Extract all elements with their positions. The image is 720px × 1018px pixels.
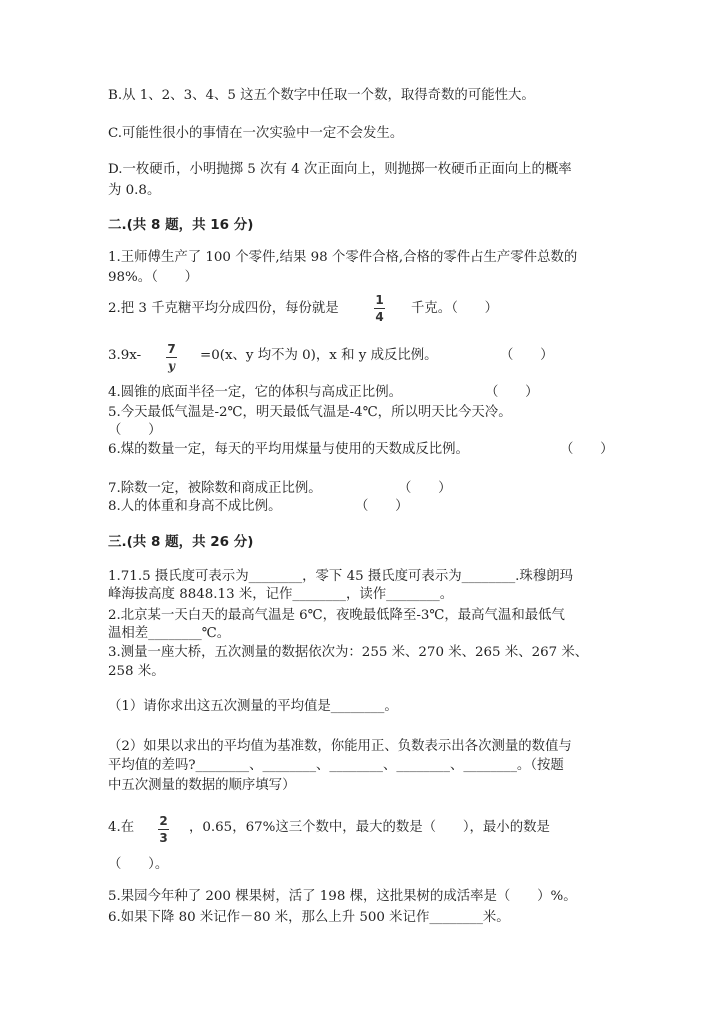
s2-q2-fraction: [374, 293, 385, 324]
fraction-denominator: 4: [375, 310, 384, 324]
s3-q5-text: 5.果园今年种了 200 棵果树，活了 198 棵，这批果树的成活率是（ ）%。: [108, 889, 577, 904]
s3-q6-text: 6.如果下降 80 米记作－80 米，那么上升 500 米记作________米。: [108, 910, 510, 925]
s3-q4-text: ，0.65，67%这三个数中，最大的数是（ ），最小的数是: [189, 820, 550, 835]
s2-q6-text: 6.煤的数量一定，每天的平均用煤量与使用的天数成反比例。: [108, 442, 469, 457]
fraction-numerator: 7: [167, 342, 176, 356]
s2-q4-text: 4.圆锥的底面半径一定，它的体积与高成正比例。: [108, 385, 402, 400]
s2-q8-text: 8.人的体重和身高不成比例。: [108, 499, 282, 514]
s3-q3-line2: 258 米。: [108, 664, 165, 679]
s2-q8-answer-paren: （ ）: [355, 499, 409, 514]
option-b: B.从 1、2、3、4、5 这五个数字中任取一个数，取得奇数的可能性大。: [108, 88, 535, 103]
s2-q3-answer-paren: （ ）: [500, 348, 554, 363]
fraction-numerator: 2: [159, 814, 168, 828]
s2-q4-answer-paren: （ ）: [485, 385, 539, 400]
s3-q3-sub2-line2: 平均值的差吗?________、________、________、________、________。（按题: [108, 758, 564, 773]
s3-q3-sub2-line1: （2）如果以求出的平均值为基准数，你能用正、负数表示出各次测量的数值与: [108, 739, 572, 754]
s3-q4-prefix: 4.在: [108, 820, 135, 835]
s3-q2-line1: 2.北京某一天白天的最高气温是 6℃，夜晚最低降至-3℃，最高气温和最低气: [108, 608, 565, 623]
s3-q1-line1: 1.71.5 摄氏度可表示为________，零下 45 摄氏度可表示为________.珠穆朗玛: [108, 569, 573, 584]
fraction-bar: [158, 829, 169, 830]
s2-q3-suffix: =0(x、y 均不为 0)，x 和 y 成反比例。: [200, 348, 438, 363]
s2-q1-line1: 1.王师傅生产了 100 个零件,结果 98 个零件合格,合格的零件占生产零件总数的: [108, 250, 578, 265]
fraction-denominator: 3: [159, 831, 168, 845]
s2-q3-fraction: [166, 342, 177, 373]
s2-q1-line2: 98%。（ ）: [108, 270, 199, 285]
s2-q5-line1: 5.今天最低气温是-2℃，明天最低气温是-4℃，所以明天比今天冷。: [108, 405, 512, 420]
s2-q7-answer-paren: （ ）: [398, 481, 452, 496]
s3-q4-line2: （ ）。: [108, 857, 169, 872]
s2-q5-line2: （ ）: [108, 423, 162, 438]
option-d-line1: D.一枚硬币，小明抛掷 5 次有 4 次正面向上，则抛掷一枚硬币正面向上的概率: [108, 162, 572, 177]
s3-q3-sub2-line3: 中五次测量的数据的顺序填写）: [108, 778, 296, 793]
s2-q2-suffix: 千克。（ ）: [411, 301, 499, 316]
fraction-bar: [374, 308, 385, 309]
s2-q6-answer-paren: （ ）: [560, 442, 614, 457]
s3-q1-line2: 峰海拔高度 8848.13 米，记作________，读作________。: [108, 587, 454, 602]
fraction-numerator: 1: [375, 293, 384, 307]
s2-q3-text: 3.9x-: [108, 348, 142, 363]
option-c: C.可能性很小的事情在一次实验中一定不会发生。: [108, 126, 404, 141]
section3-header: 三.(共 8 题，共 26 分): [108, 534, 254, 550]
s3-q2-line2: 温相差________℃。: [108, 626, 231, 641]
s3-q3-line1: 3.测量一座大桥，五次测量的数据依次为：255 米、270 米、265 米、267 米、: [108, 645, 589, 660]
s2-q7-text: 7.除数一定，被除数和商成正比例。: [108, 481, 322, 496]
section2-header: 二.(共 8 题，共 16 分): [108, 217, 254, 233]
fraction-bar: [166, 357, 177, 358]
s2-q2-text: 2.把 3 千克糖平均分成四份，每份就是: [108, 301, 339, 316]
s3-q3-sub1: （1）请你求出这五次测量的平均值是________。: [108, 699, 398, 714]
s3-q4-fraction: [158, 814, 169, 845]
option-d-line2: 为 0.8。: [108, 183, 161, 198]
fraction-denominator: y: [168, 359, 175, 373]
